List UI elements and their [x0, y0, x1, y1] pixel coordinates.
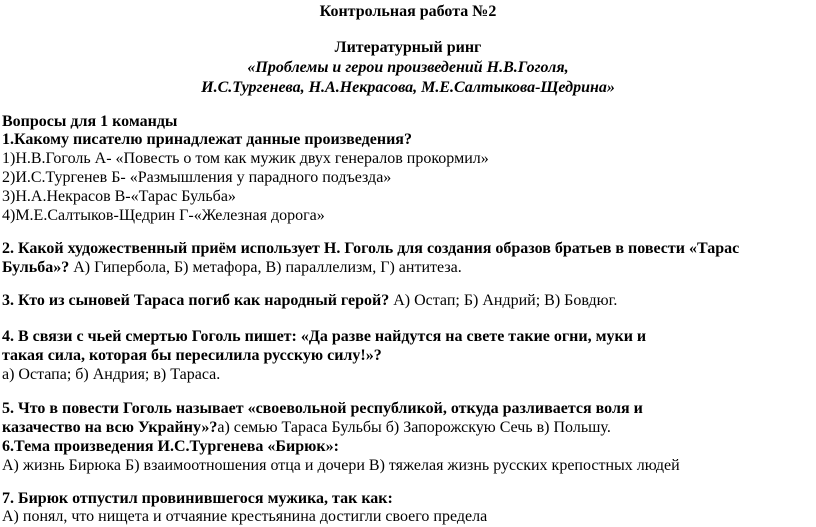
question-7-answer-a: А) понял, что нищета и отчаяние крестьянина достигли своего предела: [2, 508, 488, 525]
question-6-answers: А) жизнь Бирюка Б) взаимоотношения отца и дочери В) тяжелая жизнь русских крепостных людей: [2, 457, 680, 474]
question-4-answers: а) Остапа; б) Андрия; в) Тараса.: [2, 366, 221, 383]
question-1: 1.Какому писателю принадлежат данные произведения?: [2, 131, 412, 148]
document-title: Контрольная работа №2: [319, 3, 497, 20]
section-heading: Вопросы для 1 команды: [2, 113, 178, 130]
topic-line-2: И.С.Тургенева, Н.А.Некрасова, М.Е.Салтыкова-Щедрина»: [201, 79, 615, 96]
question-4-line-1: 4. В связи с чьей смертью Гоголь пишет: «Да разве найдутся на свете такие огни, муки и: [2, 328, 647, 345]
question-4-line-2: такая сила, которая бы пересилила русскую силу!»?: [2, 347, 382, 364]
question-2-text: Бульба»?: [2, 259, 70, 276]
question-1-item-1: 1)Н.В.Гоголь А- «Повесть о том как мужик двух генералов прокормил»: [2, 150, 489, 167]
question-7: 7. Бирюк отпустил провинившегося мужика, так как:: [2, 490, 393, 507]
question-5-text: казачество на всю Украйну»?: [2, 419, 218, 436]
question-6: 6.Тема произведения И.С.Тургенева «Бирюк»:: [2, 438, 339, 455]
question-1-item-2: 2)И.С.Тургенев Б- «Размышления у парадного подъезда»: [2, 169, 392, 186]
question-2-answers: А) Гипербола, Б) метафора, В) параллелизм, Г) антитеза.: [69, 259, 462, 276]
question-5-line-1: 5. Что в повести Гоголь называет «своевольной республикой, откуда разливается воля и: [2, 400, 643, 417]
question-3-answers: А) Остап; Б) Андрий; В) Бовдюг.: [389, 292, 618, 309]
question-3-line: [2, 291, 617, 311]
question-5-answers: а) семью Тараса Бульбы б) Запорожскую Сечь в) Польшу.: [217, 419, 611, 436]
question-5-line-2: [2, 418, 611, 438]
document-subtitle: Литературный ринг: [334, 39, 482, 56]
question-3-text: 3. Кто из сыновей Тараса погиб как народный герой?: [2, 292, 390, 309]
question-2-line-2: [2, 258, 462, 278]
question-1-item-3: 3)Н.А.Некрасов В-«Тарас Бульба»: [2, 188, 236, 205]
topic-line-1: «Проблемы и герои произведений Н.В.Гоголя,: [247, 59, 569, 76]
question-1-item-4: 4)М.Е.Салтыков-Щедрин Г-«Железная дорога»: [2, 207, 325, 224]
question-2-line-1: 2. Какой художественный приём использует Н. Гоголь для создания образов братьев в повести «Тарас: [2, 240, 740, 257]
